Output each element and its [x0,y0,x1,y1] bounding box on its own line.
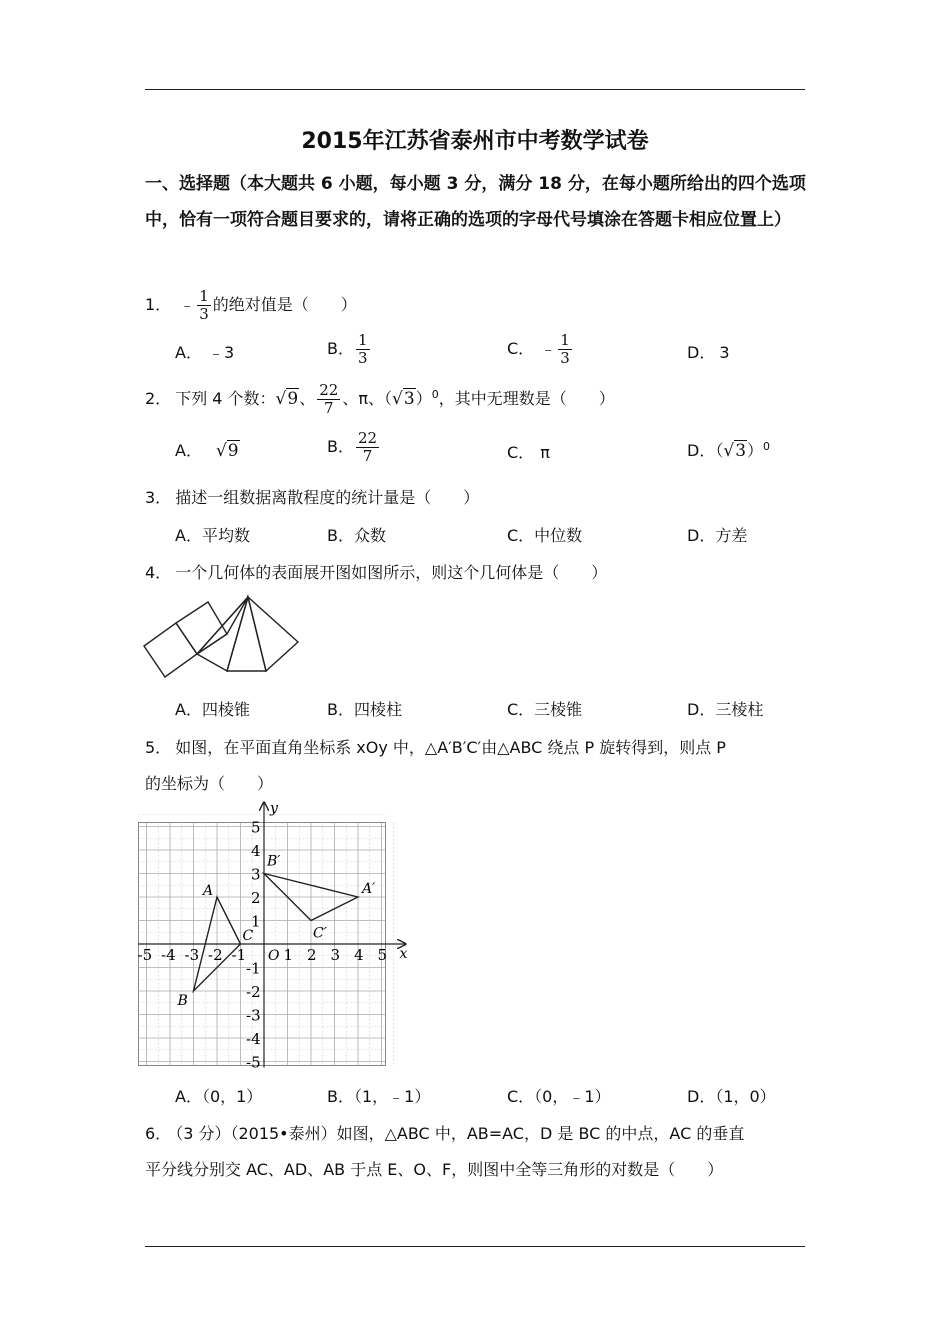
point-label-b-prime: B′ [267,853,281,870]
question-1: 1． ﹣ $\frac{1}{3}$ 的绝对值是（ ） [145,287,357,323]
option-c: C． ﹣ $\frac{1}{3}$ [507,331,570,367]
question-6: 6． （3 分）（2015•泰州）如图，△ABC 中，AB=AC，D 是 BC 的中点，AC 的垂直 [145,1124,745,1143]
question-5-line2: 的坐标为（ ） [145,774,274,793]
option-c: C．三棱锥 [507,700,583,719]
option-d: D．（1，0） [687,1087,776,1106]
point-label-a: A [203,883,214,899]
origin-label: O [268,948,280,964]
fraction: $\frac{1}{3}$ [357,331,368,367]
y-axis-label: y [270,800,278,817]
y-tick-label: 4 [251,842,261,860]
option-c: C．（0，﹣1） [507,1087,611,1106]
option-a: A． √9 [175,441,239,461]
question-2: 2． 下列 4 个数：√9、 $\frac{22}{7}$ 、π、$(√3)^0$，其中无理数是（ ） [145,381,615,417]
option-c: C． π [507,443,550,462]
x-axis-label: x [399,946,408,962]
sqrt-9: √9 [275,389,299,409]
net-triangle-4 [248,597,298,671]
option-d: D． 3 [687,343,730,362]
point-label-c-prime: C′ [313,925,327,942]
point-label-a-prime: A′ [362,881,376,897]
question-number: 6． [145,1124,172,1143]
x-tick-label: 3 [330,946,341,964]
page-title: 2015年江苏省泰州市中考数学试卷 [301,129,649,154]
question-number: 1． [145,295,172,314]
y-tick-label: -1 [246,959,261,978]
question-6-line2: 平分线分别交 AC、AD、AB 于点 E、O、F，则图中全等三角形的对数是（ ） [145,1160,724,1179]
option-a: A． ﹣3 [175,343,235,362]
option-b: B． $\frac{22}{7}$ [327,429,378,465]
question-number: 4． [145,563,172,582]
coordinate-graph [138,798,408,1068]
option-d: D．$(√3)^0$ [687,440,771,461]
question-number: 3． [145,488,172,507]
option-a: A．平均数 [175,526,250,545]
y-tick-label: 1 [251,912,261,931]
x-tick-label: -4 [161,946,176,964]
fraction: $\frac{1}{3}$ [199,287,209,323]
option-c: C．中位数 [507,526,583,545]
x-tick-label: 4 [354,946,364,964]
option-b: B．四棱柱 [327,700,402,719]
x-tick-label: -1 [231,946,247,964]
top-rule [145,89,805,90]
fraction: $\frac{22}{7}$ [319,381,339,417]
y-tick-label: -5 [246,1053,261,1068]
section-heading: 一、选择题（本大题共 6 小题，每小题 3 分，满分 18 分，在每小题所给出的四个选项中，恰有一项符合题目要求的，请将正确的选项的字母代号填涂在答题卡相应位置上） [145,174,806,230]
option-a: A．（0，1） [175,1087,263,1106]
point-label-c: C [242,928,254,944]
net-triangle-2 [197,597,248,671]
sqrt-3: √3 [392,389,415,409]
question-4: 4． 一个几何体的表面展开图如图所示，则这个几何体是（ ） [145,563,608,582]
option-b: B．众数 [327,526,386,545]
bottom-rule [145,1246,805,1247]
question-number: 2． [145,389,172,408]
y-tick-label: 3 [251,865,261,884]
fraction: $\frac{22}{7}$ [357,429,378,465]
x-tick-label: 1 [283,946,294,964]
x-tick-label: 2 [307,946,317,964]
option-b: B．（1，﹣1） [327,1087,431,1106]
fraction: $\frac{1}{3}$ [560,331,570,367]
net-diagram [138,592,308,684]
option-a: A．四棱锥 [175,700,250,719]
y-tick-label: 2 [251,889,261,907]
x-tick-label: -5 [138,946,153,964]
option-d: D．方差 [687,526,748,545]
y-tick-label: -2 [246,983,261,1001]
question-number: 5． [145,738,172,757]
question-3: 3． 描述一组数据离散程度的统计量是（ ） [145,488,480,507]
x-tick-label: 5 [377,946,388,964]
point-label-b: B [177,993,188,1009]
option-b: B． $\frac{1}{3}$ [327,331,368,367]
option-d: D．三棱柱 [687,700,764,719]
question-text: 的绝对值是（ ） [212,295,357,314]
y-tick-label: 5 [251,818,261,837]
x-tick-label: -2 [208,946,223,964]
x-tick-label: -3 [184,946,200,964]
net-square-left [144,623,197,677]
y-tick-label: -3 [246,1006,261,1025]
y-tick-label: -4 [246,1030,261,1048]
question-5: 5． 如图，在平面直角坐标系 xOy 中，△A′B′C′由△ABC 绕点 P 旋转得到，则点 P [145,738,726,757]
